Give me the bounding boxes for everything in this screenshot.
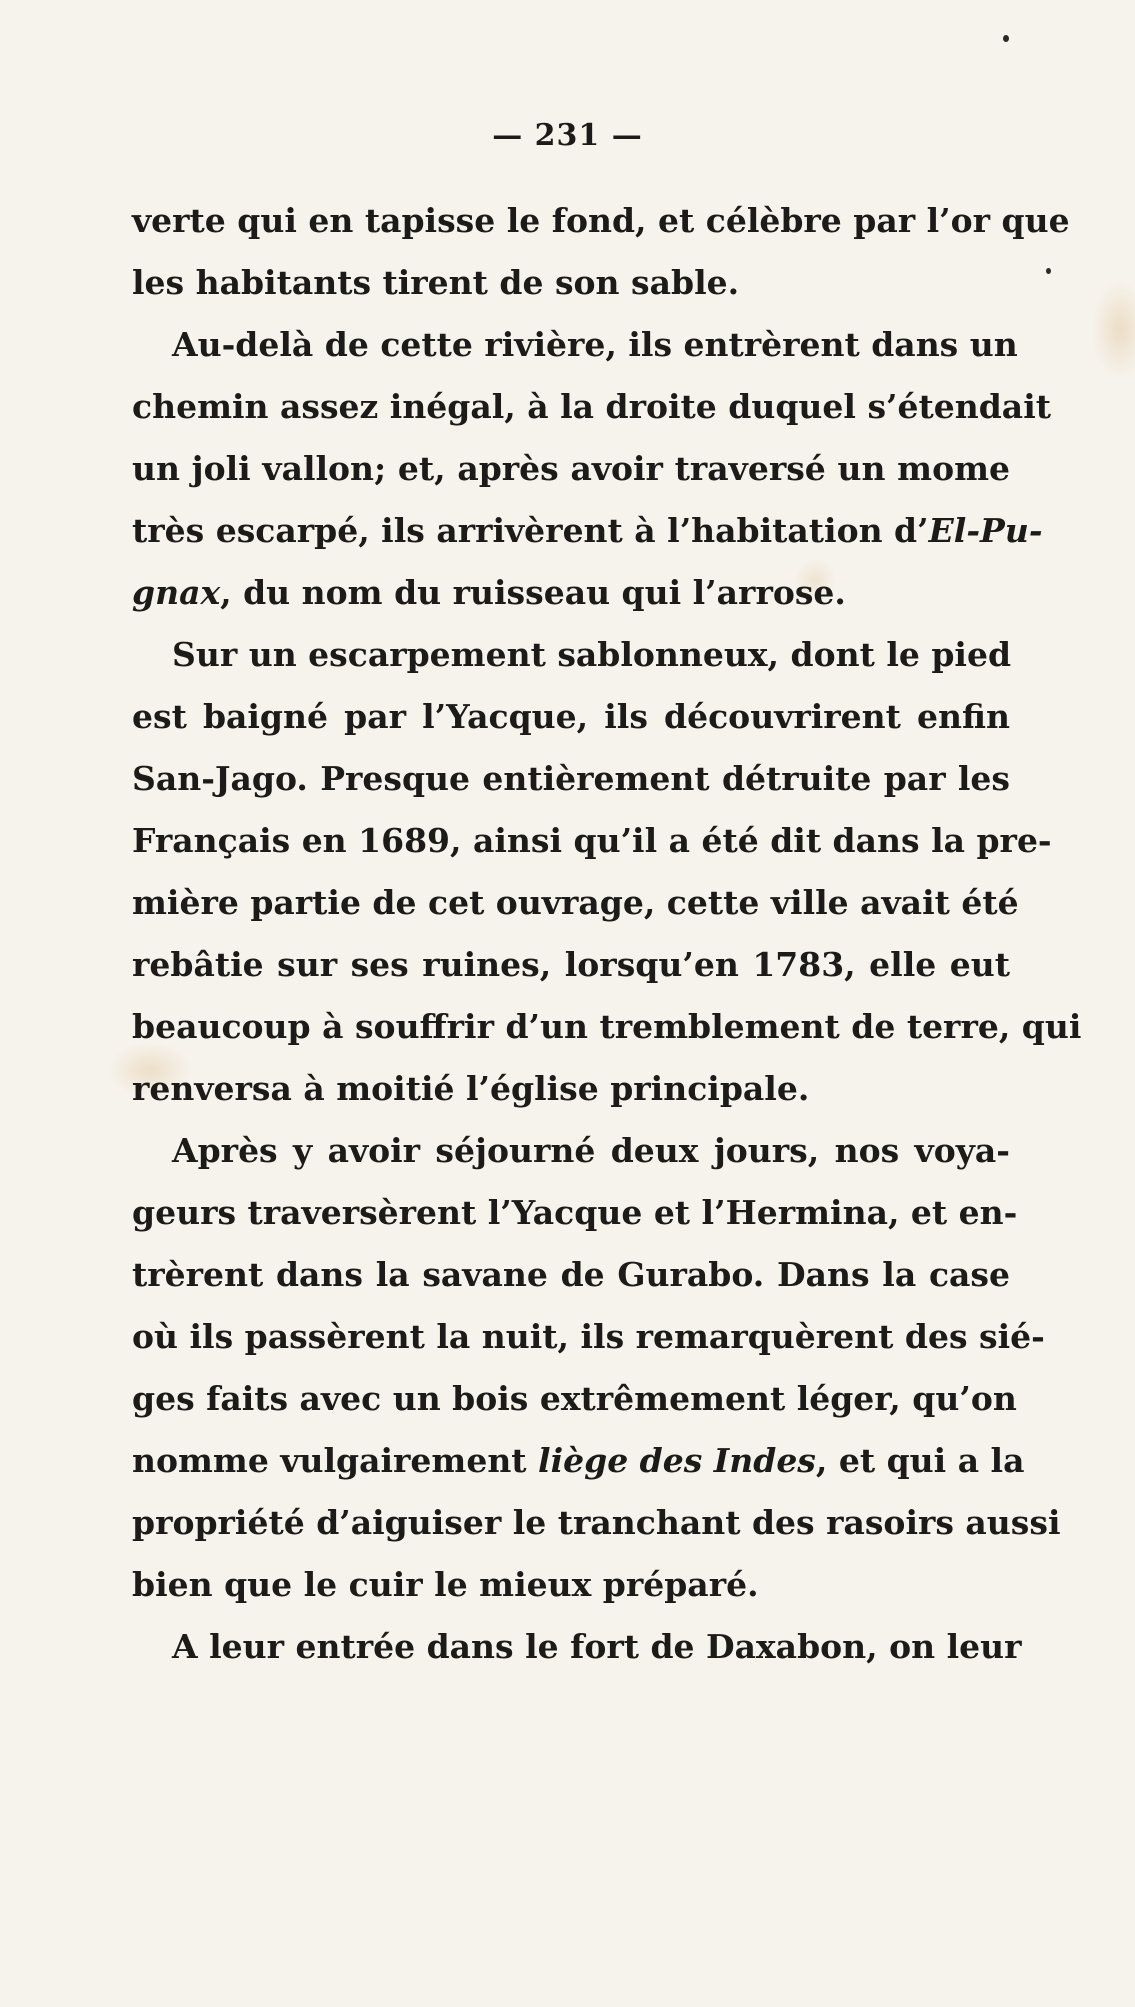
paragraph-start-line: Sur un escarpement sablonneux, dont le pied bbox=[172, 635, 1012, 674]
text-line: rebâtie sur ses ruines, lorsqu’en 1783, elle eut bbox=[132, 945, 1010, 984]
text-line: verte qui en tapisse le fond, et célèbre par l’or que bbox=[132, 201, 1070, 240]
paragraph-start-line: A leur entrée dans le fort de Daxabon, on leur bbox=[172, 1627, 1022, 1666]
text-line: San-Jago. Presque entièrement détruite par les bbox=[132, 759, 1010, 798]
text-line: un joli vallon; et, après avoir traversé un mome bbox=[132, 449, 1010, 488]
text-line: chemin assez inégal, à la droite duquel s’étendait bbox=[132, 387, 1051, 426]
text-line: où ils passèrent la nuit, ils remarquèrent des sié- bbox=[132, 1317, 1045, 1356]
text-line: renversa à moitié l’église principale. bbox=[132, 1069, 810, 1108]
italic-place-name: gnax bbox=[132, 573, 221, 612]
text-line: ges faits avec un bois extrêmement léger, qu’on bbox=[132, 1379, 1017, 1418]
text-line: mière partie de cet ouvrage, cette ville avait été bbox=[132, 883, 1019, 922]
text-line: nomme vulgairement liège des Indes, et qui a la bbox=[132, 1441, 1025, 1480]
ink-speck bbox=[1003, 35, 1009, 42]
text-line: geurs traversèrent l’Yacque et l’Hermina, et en- bbox=[132, 1193, 1018, 1232]
page-number: — 231 — bbox=[492, 118, 643, 153]
italic-term: liège des Indes bbox=[538, 1441, 816, 1480]
text-line: est baigné par l’Yacque, ils découvrirent enfin bbox=[132, 697, 1010, 736]
text-line: Français en 1689, ainsi qu’il a été dit dans la pre- bbox=[132, 821, 1052, 860]
text-line: trèrent dans la savane de Gurabo. Dans la case bbox=[132, 1255, 1010, 1294]
text-line: très escarpé, ils arrivèrent à l’habitation d’El-Pu- bbox=[132, 511, 1043, 550]
body-text bbox=[132, 190, 1082, 1678]
text-line: gnax, du nom du ruisseau qui l’arrose. bbox=[132, 573, 846, 612]
text-line: beaucoup à souffrir d’un tremblement de terre, qui bbox=[132, 1007, 1082, 1046]
text-line: les habitants tirent de son sable. bbox=[132, 263, 740, 302]
italic-place-name: El-Pu- bbox=[928, 511, 1043, 550]
text-line: propriété d’aiguiser le tranchant des rasoirs aussi bbox=[132, 1503, 1061, 1542]
text-line: bien que le cuir le mieux préparé. bbox=[132, 1565, 759, 1604]
paragraph-start-line: Au-delà de cette rivière, ils entrèrent dans un bbox=[172, 325, 1018, 364]
paragraph-start-line: Après y avoir séjourné deux jours, nos voya- bbox=[172, 1131, 1010, 1170]
ink-speck bbox=[1046, 268, 1051, 274]
